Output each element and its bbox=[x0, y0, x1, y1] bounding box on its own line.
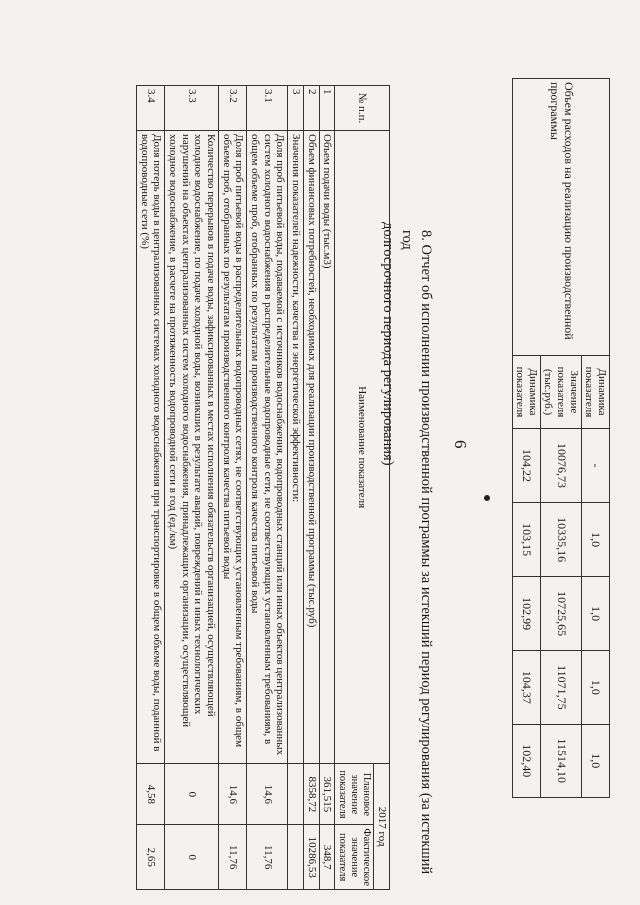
row-name: Значения показателей надежности, качества и энергетической эффективности: bbox=[288, 131, 304, 764]
table-cell: - bbox=[581, 429, 609, 503]
table-cell: 103,15 bbox=[512, 503, 540, 577]
table-cell: 11514,10 bbox=[540, 724, 581, 797]
column-header-name: Наименование показателя bbox=[335, 131, 390, 764]
header-row bbox=[374, 86, 390, 890]
row-number: 2 bbox=[303, 86, 319, 131]
row-number: 3.2 bbox=[219, 86, 247, 131]
table-row bbox=[288, 86, 304, 890]
column-header-number: № п.п. bbox=[335, 86, 390, 131]
row-number: 3.4 bbox=[137, 86, 165, 131]
table-row bbox=[165, 86, 219, 890]
indicator-label: Динамика показателя bbox=[581, 356, 609, 429]
plan-value: 361,515 bbox=[319, 764, 335, 825]
row-name: Количество перерывов в подаче воды, зафиксированных в местах исполнения обязательств организацией, осуществляющей холодное водоснабжение, по подаче холодной воды, возникших в результате аварий, повреждений и иных технологических нарушений на объектах централизованных систем холодного водоснабжения, принадлежащих организации, осуществляющей холодное водоснабжение, в расчете на протяженность водопроводной сети в год (ед./км) bbox=[165, 131, 219, 764]
table-cell: 10335,16 bbox=[540, 503, 581, 577]
table-row bbox=[247, 86, 288, 890]
row-number: 3 bbox=[288, 86, 304, 131]
table-cell: 104,22 bbox=[512, 429, 540, 503]
indicator-label: Динамика показателя bbox=[512, 356, 540, 429]
table-cell: 102,99 bbox=[512, 577, 540, 651]
expenses-table bbox=[512, 78, 610, 798]
plan-value: 4,58 bbox=[137, 764, 165, 825]
plan-value: 0 bbox=[165, 764, 219, 825]
table-cell: 10725,65 bbox=[540, 577, 581, 651]
indicator-label: Значение показателя (тыс.руб.) bbox=[540, 356, 581, 429]
row-name: Объем подачи воды (тыс.м3) bbox=[319, 131, 335, 764]
row-number: 1 bbox=[319, 86, 335, 131]
program-report-table bbox=[136, 85, 390, 890]
fact-value: 0 bbox=[165, 825, 219, 890]
fact-value bbox=[288, 825, 304, 890]
row-label: Объем расходов на реализацию производственной программы bbox=[512, 79, 609, 356]
table-cell: 104,37 bbox=[512, 651, 540, 724]
table-row bbox=[319, 86, 335, 890]
row-name: Доля потерь воды в централизованных системах холодного водоснабжения при транспортировке в общем объеме воды, поданной в водопроводные сети (%) bbox=[137, 131, 165, 764]
plan-value: 14,6 bbox=[219, 764, 247, 825]
fact-value: 11,76 bbox=[219, 825, 247, 890]
fact-value: 2,65 bbox=[137, 825, 165, 890]
table-row bbox=[303, 86, 319, 890]
row-name: Доля проб питьевой воды в распределительных водопроводных сетях, не соответствующих установленным требованиям, в общем объеме проб, отобранных по результатам производственного контроля качества питьевой воды bbox=[219, 131, 247, 764]
table-cell: 1,0 bbox=[581, 577, 609, 651]
plan-value: 8358,72 bbox=[303, 764, 319, 825]
row-name: Доля проб питьевой воды, подаваемой с источников водоснабжения, водопроводных станций или иных объектов централизованных систем холодного водоснабжения в распределительные водопроводные сети, не соответствующих установленным требованиям, в общем объеме проб, отобранных по результатам производственного контроля качества питьевой воды bbox=[247, 131, 288, 764]
plan-value: 14,6 bbox=[247, 764, 288, 825]
heading-line-2: долгосрочного периода регулирования) bbox=[380, 222, 397, 466]
column-header-fact: Фактическое значение показателя bbox=[335, 825, 374, 890]
page-number: 6 bbox=[451, 440, 470, 449]
table-row bbox=[581, 79, 609, 798]
plan-value bbox=[288, 764, 304, 825]
table-cell: 1,0 bbox=[581, 651, 609, 724]
row-name: Объем финансовых потребностей, необходимых для реализации производственной программы (тыс.руб) bbox=[303, 131, 319, 764]
column-header-plan: Плановое значение показателя bbox=[335, 764, 374, 825]
heading-line-1: 8. Отчет об исполнении производственной программы за истекший период регулирования (за истекший год bbox=[399, 230, 434, 875]
table-cell: 10076,73 bbox=[540, 429, 581, 503]
row-number: 3.3 bbox=[165, 86, 219, 131]
table-row bbox=[219, 86, 247, 890]
column-header-year: 2017 год bbox=[374, 764, 390, 890]
table-cell: 11071,75 bbox=[540, 651, 581, 724]
fact-value: 348,7 bbox=[319, 825, 335, 890]
table-row bbox=[137, 86, 165, 890]
ink-mark bbox=[484, 495, 490, 501]
table-cell: 102,40 bbox=[512, 724, 540, 797]
fact-value: 11,76 bbox=[247, 825, 288, 890]
table-cell: 1,0 bbox=[581, 503, 609, 577]
table-cell: 1,0 bbox=[581, 724, 609, 797]
row-number: 3.1 bbox=[247, 86, 288, 131]
fact-value: 10286,53 bbox=[303, 825, 319, 890]
